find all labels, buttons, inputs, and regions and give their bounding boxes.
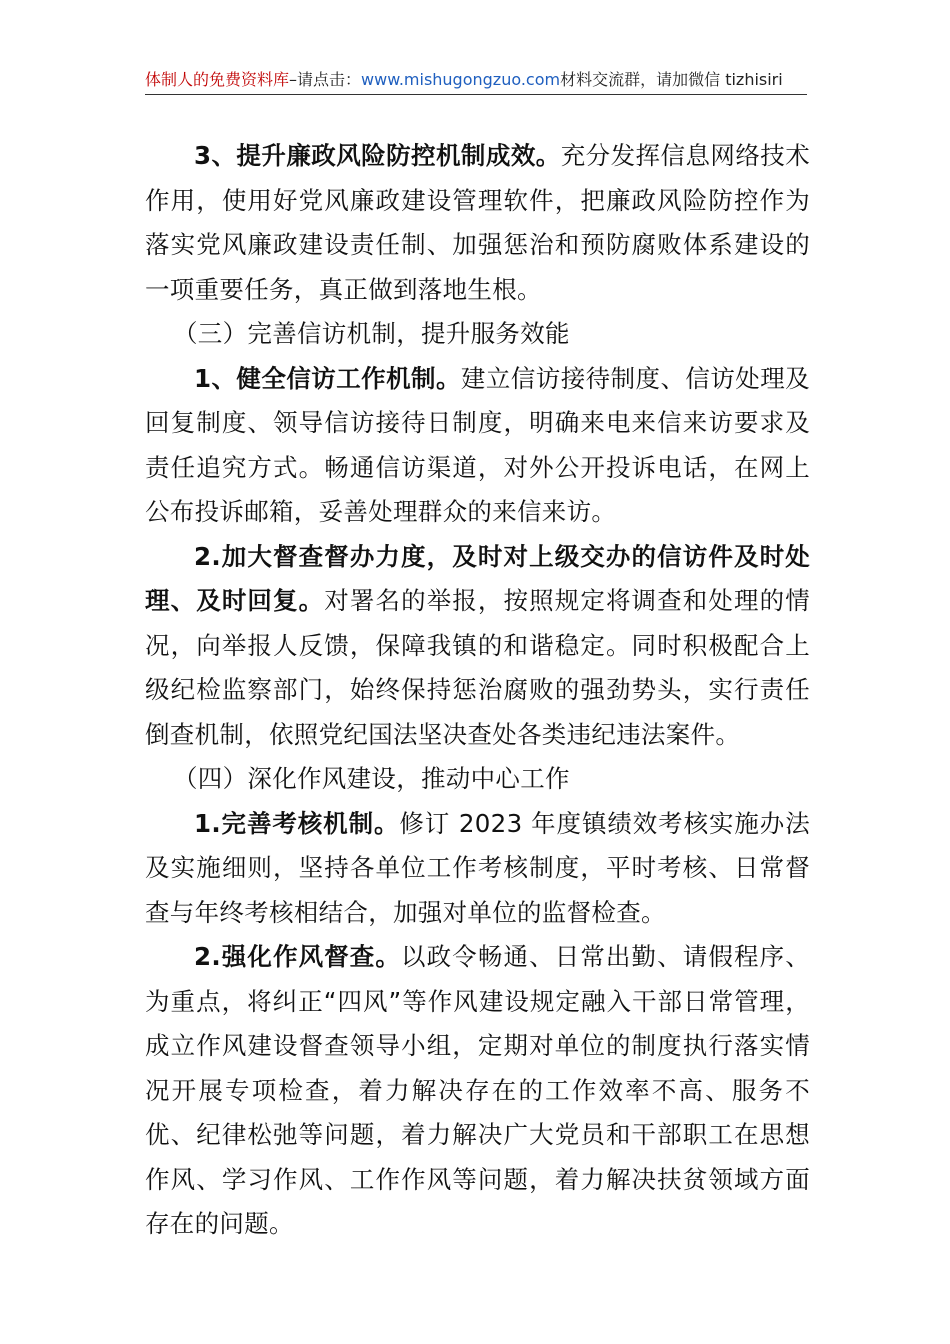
paragraph-text: 建立信访接待制度、信访处理及回复制度、领导信访接待日制度，明确来电来信来访要求及责任追究方式。畅通信访渠道，对外公开投诉电话，在网上公布投诉邮箱，妥善处理群众的来信来访。 [145,363,810,526]
paragraph [145,357,810,535]
paragraph-lead: 2.加大督查督办力度，及时对上级交办的信访件及时处理、及时回复。 [145,541,810,615]
page-header [145,66,807,95]
header-url-link[interactable]: www.mishugongzuo.com [361,70,561,89]
paragraph [145,134,810,312]
paragraph-lead: 1.完善考核机制。 [194,808,400,838]
paragraph [145,535,810,758]
paragraph-lead: 1、健全信访工作机制。 [194,363,461,393]
header-brand: 体制人的免费资料库 [145,70,290,89]
paragraph-text: 以政令畅通、日常出勤、请假程序、为重点，将纠正“四风”等作风建设规定融入干部日常管理，成立作风建设督查领导小组，定期对单位的制度执行落实情况开展专项检查，着力解决存在的工作效率不高、服务不优、纪律松弛等问题，着力解决广大党员和干部职工在思想作风、学习作风、工作作风等问题，着力解决扶贫领域方面存在的问题。 [145,942,810,1238]
document-body [145,134,810,1247]
paragraph-lead: 2.强化作风督查。 [194,942,402,971]
paragraph [145,802,810,936]
section-heading: （四）深化作风建设，推动中心工作 [173,764,570,793]
paragraph-text: 充分发挥信息网络技术作用，使用好党风廉政建设管理软件，把廉政风险防控作为落实党风廉政建设责任制、加强惩治和预防腐败体系建设的一项重要任务，真正做到落地生根。 [145,141,811,304]
paragraph-lead: 3、提升廉政风险防控机制成效。 [194,141,561,170]
header-prompt: –请点击： [289,70,362,89]
header-wechat-note: 材料交流群，请加微信 tizhisiri [560,70,783,89]
section-heading: （三）完善信访机制，提升服务效能 [173,319,570,348]
paragraph-text: 修订 2023 年度镇绩效考核实施办法及实施细则，坚持各单位工作考核制度，平时考核、日常督查与年终考核相结合，加强对单位的监督检查。 [145,808,811,927]
paragraph-text: 对署名的举报，按照规定将调查和处理的情况，向举报人反馈，保障我镇的和谐稳定。同时积极配合上级纪检监察部门，始终保持惩治腐败的强劲势头，实行责任倒查机制，依照党纪国法坚决查处各类违纪违法案件。 [145,586,810,749]
paragraph [145,935,810,1247]
